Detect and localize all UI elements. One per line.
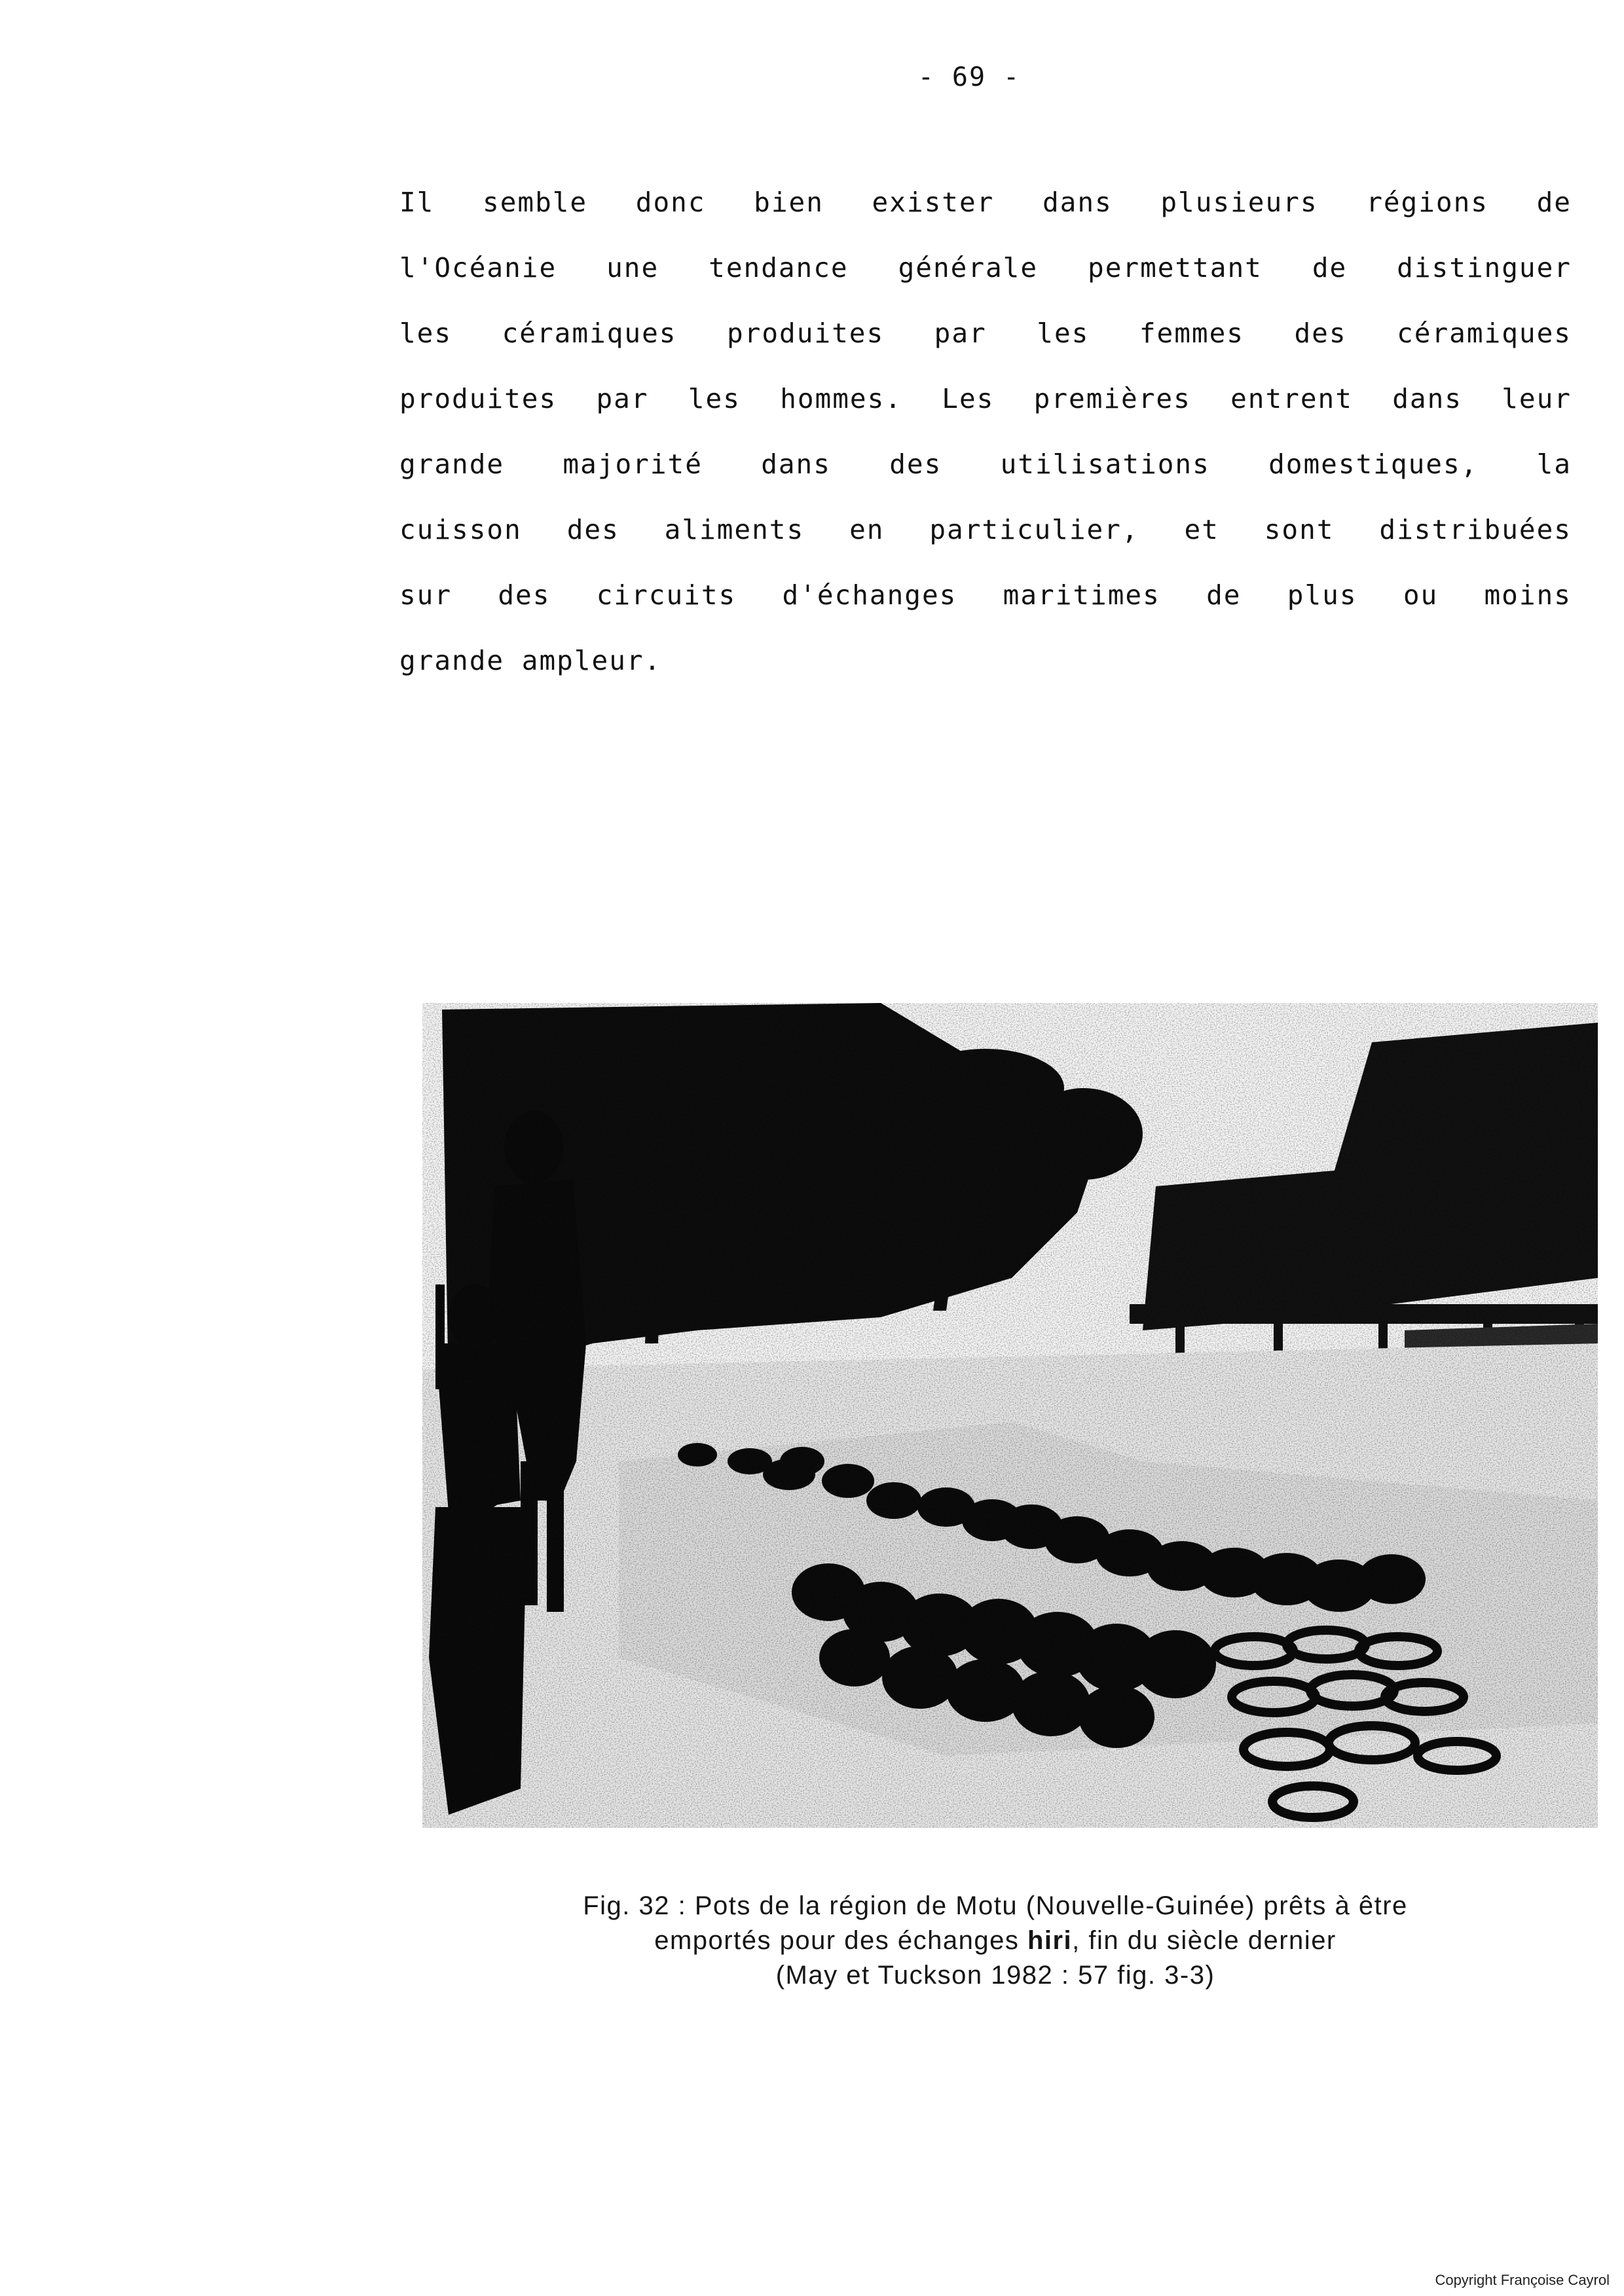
caption-line-3: (May et Tuckson 1982 : 57 fig. 3-3) — [775, 1961, 1215, 1990]
word: les — [1037, 318, 1090, 349]
word: exister — [872, 187, 995, 218]
text-line — [399, 645, 1572, 710]
word: moins — [1484, 579, 1572, 611]
caption-line-1: Fig. 32 : Pots de la région de Motu (Nouvelle-Guinée) prêts à être — [583, 1891, 1408, 1920]
text-line — [399, 318, 1572, 383]
word: Les — [942, 383, 995, 414]
text-line — [399, 514, 1572, 579]
word: de — [1206, 579, 1242, 611]
caption-line-2 — [393, 1923, 1598, 1958]
word: particulier, — [929, 514, 1139, 545]
word: grande ampleur. — [399, 645, 662, 676]
word: des — [889, 448, 942, 480]
word: maritimes — [1003, 579, 1160, 611]
word: entrent — [1230, 383, 1353, 414]
word: ou — [1403, 579, 1439, 611]
caption-line-2-start: emportés pour des échanges — [654, 1926, 1027, 1955]
word: distribuées — [1379, 514, 1572, 545]
word: dans — [1042, 187, 1113, 218]
word: plus — [1287, 579, 1357, 611]
word: les — [688, 383, 741, 414]
word: régions — [1366, 187, 1488, 218]
word: les — [399, 318, 452, 349]
word: produites — [399, 383, 557, 414]
word: semble — [483, 187, 588, 218]
body-paragraph — [399, 187, 1572, 710]
word: céramiques — [502, 318, 677, 349]
text-line — [399, 579, 1572, 645]
word: distinguer — [1397, 252, 1572, 283]
word: dans — [1392, 383, 1462, 414]
word: une — [606, 252, 659, 283]
word: domestiques, — [1268, 448, 1479, 480]
text-line — [399, 252, 1572, 318]
word: d'échanges — [782, 579, 957, 611]
word: de — [1312, 252, 1348, 283]
word: premières — [1033, 383, 1191, 414]
copyright-notice: Copyright Françoise Cayrol — [1435, 2272, 1610, 2288]
word: des — [566, 514, 619, 545]
word: cuisson — [399, 514, 522, 545]
word: par — [596, 383, 649, 414]
word: la — [1536, 448, 1572, 480]
word: sur — [399, 579, 452, 611]
word: utilisations — [1000, 448, 1210, 480]
figure-caption — [393, 1889, 1598, 1993]
text-line — [399, 383, 1572, 448]
word: céramiques — [1397, 318, 1572, 349]
word: des — [1294, 318, 1347, 349]
word: bien — [754, 187, 824, 218]
page-number: - 69 - — [917, 62, 1021, 92]
caption-line-2-end: , fin du siècle dernier — [1072, 1926, 1337, 1955]
word: de — [1536, 187, 1572, 218]
word: majorité — [563, 448, 703, 480]
word: donc — [635, 187, 706, 218]
word: en — [849, 514, 885, 545]
word: dans — [761, 448, 831, 480]
word: des — [498, 579, 551, 611]
word: produites — [726, 318, 885, 349]
word: tendance — [709, 252, 849, 283]
word: générale — [898, 252, 1039, 283]
word: circuits — [596, 579, 737, 611]
word: sont — [1264, 514, 1335, 545]
word: hommes. — [780, 383, 902, 414]
word: par — [934, 318, 987, 349]
text-line — [399, 187, 1572, 252]
caption-keyword-hiri: hiri — [1027, 1926, 1073, 1955]
word: l'Océanie — [399, 252, 557, 283]
word: leur — [1502, 383, 1572, 414]
word: plusieurs — [1160, 187, 1318, 218]
word: permettant — [1088, 252, 1263, 283]
figure-photo — [422, 1003, 1598, 1828]
word: aliments — [664, 514, 805, 545]
word: femmes — [1139, 318, 1244, 349]
word: et — [1184, 514, 1219, 545]
word: Il — [399, 187, 435, 218]
text-line — [399, 448, 1572, 514]
word: grande — [399, 448, 505, 480]
